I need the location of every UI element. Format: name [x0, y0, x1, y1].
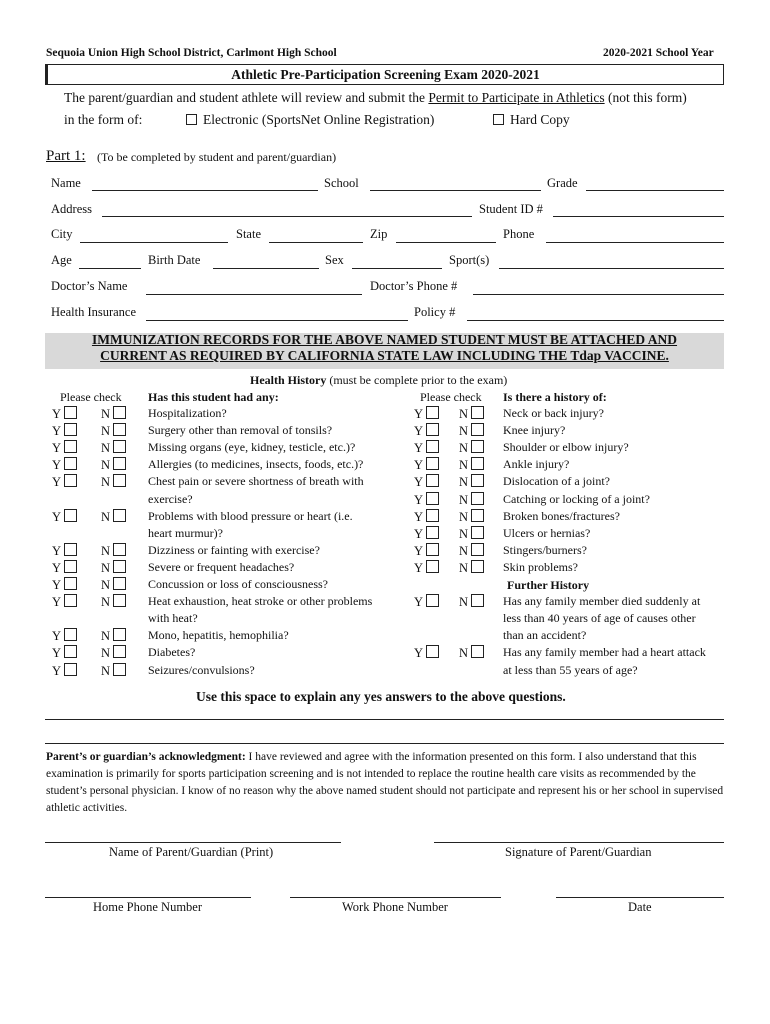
- left-no-option[interactable]: [101, 474, 126, 490]
- yes-label: Y: [414, 424, 424, 439]
- right-yes-option[interactable]: [414, 492, 439, 508]
- no-checkbox-icon[interactable]: [471, 560, 484, 573]
- health-question-left: Hospitalization?: [148, 406, 227, 420]
- no-checkbox-icon[interactable]: [471, 526, 484, 539]
- yes-label: Y: [414, 492, 424, 507]
- district-name: Sequoia Union High School District, Carlmont High School: [46, 47, 337, 59]
- yes-label: Y: [52, 407, 62, 421]
- health-question-left: Seizures/convulsions?: [148, 662, 255, 677]
- yes-label: Y: [52, 509, 62, 524]
- no-label: N: [101, 407, 111, 421]
- right-no-option[interactable]: [459, 440, 484, 456]
- no-label: N: [101, 595, 111, 610]
- explain-line-1[interactable]: [45, 719, 724, 720]
- right-yes-option[interactable]: [414, 474, 439, 490]
- label-grade: Grade: [547, 176, 578, 190]
- no-checkbox-icon[interactable]: [113, 406, 126, 419]
- left-yes-option[interactable]: [52, 543, 77, 559]
- no-checkbox-icon[interactable]: [113, 645, 126, 658]
- option-electronic-label: Electronic (SportsNet Online Registration): [203, 112, 435, 127]
- part1-label: Part 1:: [46, 148, 86, 164]
- label-zip: Zip: [370, 227, 388, 241]
- home-phone-label: Home Phone Number: [93, 900, 203, 914]
- label-policy: Policy #: [414, 305, 456, 319]
- parent-name-line[interactable]: [45, 842, 341, 843]
- left-no-option[interactable]: [101, 406, 126, 422]
- no-label: N: [101, 458, 111, 473]
- no-checkbox-icon[interactable]: [113, 594, 126, 607]
- no-checkbox-icon[interactable]: [113, 628, 126, 641]
- option-hard-copy-label: Hard Copy: [510, 112, 570, 127]
- yes-label: Y: [414, 458, 424, 473]
- no-checkbox-icon[interactable]: [113, 543, 126, 556]
- left-yes-option[interactable]: [52, 474, 77, 490]
- immunization-line-1: IMMUNIZATION RECORDS FOR THE ABOVE NAMED STUDENT MUST BE ATTACHED AND: [91, 332, 678, 347]
- no-label: N: [459, 407, 469, 421]
- health-question-right: Catching or locking of a joint?: [503, 491, 650, 506]
- intro-text: The parent/guardian and student athlete will review and submit the: [64, 90, 426, 105]
- grade-field[interactable]: [586, 190, 724, 191]
- address-field[interactable]: [102, 216, 472, 217]
- health-question-left: Allergies (to medicines, insects, foods, etc.)?: [148, 457, 364, 472]
- permit-link[interactable]: Permit to Participate in Athletics: [428, 90, 605, 105]
- yes-checkbox-icon[interactable]: [64, 440, 77, 453]
- yes-label: Y: [52, 663, 62, 678]
- city-field[interactable]: [80, 242, 228, 243]
- sports-field[interactable]: [499, 268, 724, 269]
- please-check-left: Please check: [60, 390, 122, 404]
- right-yes-option[interactable]: [414, 440, 439, 456]
- yes-checkbox-icon[interactable]: [64, 628, 77, 641]
- further-history-question: than an accident?: [503, 628, 587, 643]
- left-no-option[interactable]: [101, 594, 126, 610]
- no-label: N: [101, 424, 111, 439]
- yes-label: Y: [414, 526, 424, 541]
- form-title: Athletic Pre-Participation Screening Exam 2020-2021: [45, 64, 724, 85]
- no-label: N: [459, 458, 469, 473]
- age-field[interactable]: [79, 268, 141, 269]
- please-check-right: Please check: [420, 390, 482, 404]
- option-hard-copy[interactable]: [493, 112, 570, 128]
- no-checkbox-icon[interactable]: [471, 457, 484, 470]
- left-yes-option[interactable]: [52, 663, 77, 679]
- label-student-id: Student ID #: [479, 202, 543, 216]
- health-question-left: exercise?: [148, 491, 193, 506]
- no-checkbox-icon[interactable]: [113, 509, 126, 522]
- left-yes-option[interactable]: [52, 560, 77, 576]
- yes-label: Y: [414, 595, 424, 610]
- left-no-option[interactable]: [101, 509, 126, 525]
- no-label: N: [459, 646, 469, 661]
- option-electronic[interactable]: [186, 112, 434, 128]
- no-label: N: [459, 526, 469, 541]
- yes-label: Y: [414, 646, 424, 661]
- no-label: N: [101, 441, 111, 456]
- yes-label: Y: [414, 560, 424, 575]
- yes-checkbox-icon[interactable]: [64, 645, 77, 658]
- label-doctor-name: Doctor’s Name: [51, 279, 128, 293]
- health-question-left: with heat?: [148, 611, 198, 626]
- explain-prompt: Use this space to explain any yes answers to the above questions.: [196, 689, 566, 704]
- school-year: 2020-2021 School Year: [603, 47, 714, 59]
- left-yes-option[interactable]: [52, 628, 77, 644]
- health-question-left: Diabetes?: [148, 645, 196, 660]
- further-no-option[interactable]: [459, 594, 484, 610]
- health-question-right: Neck or back injury?: [503, 406, 604, 420]
- yes-checkbox-icon[interactable]: [426, 509, 439, 522]
- right-yes-option[interactable]: [414, 406, 439, 422]
- no-checkbox-icon[interactable]: [471, 594, 484, 607]
- health-question-right: Ulcers or hernias?: [503, 525, 591, 540]
- label-school: School: [324, 176, 359, 190]
- yes-checkbox-icon[interactable]: [64, 423, 77, 436]
- right-no-option[interactable]: [459, 560, 484, 576]
- further-no-option[interactable]: [459, 645, 484, 661]
- yes-checkbox-icon[interactable]: [64, 560, 77, 573]
- health-question-left: heart murmur)?: [148, 525, 223, 540]
- zip-field[interactable]: [396, 242, 496, 243]
- no-label: N: [101, 475, 111, 490]
- left-yes-option[interactable]: [52, 645, 77, 661]
- no-label: N: [101, 646, 111, 661]
- yes-checkbox-icon[interactable]: [64, 474, 77, 487]
- yes-label: Y: [414, 441, 424, 456]
- doctor-name-field[interactable]: [146, 294, 362, 295]
- health-question-left: Severe or frequent headaches?: [148, 559, 295, 574]
- yes-label: Y: [414, 543, 424, 558]
- yes-label: Y: [52, 595, 62, 610]
- yes-checkbox-icon[interactable]: [426, 474, 439, 487]
- further-history-question: Has any family member died suddenly at: [503, 594, 701, 609]
- health-question-right: Knee injury?: [503, 423, 566, 438]
- no-checkbox-icon[interactable]: [471, 406, 484, 419]
- checkbox-icon[interactable]: [186, 114, 197, 125]
- further-yes-option[interactable]: [414, 645, 439, 661]
- right-no-option[interactable]: [459, 474, 484, 490]
- yes-label: Y: [52, 560, 62, 575]
- label-health-insurance: Health Insurance: [51, 305, 137, 319]
- no-label: N: [459, 441, 469, 456]
- no-checkbox-icon[interactable]: [471, 509, 484, 522]
- state-field[interactable]: [269, 242, 363, 243]
- yes-checkbox-icon[interactable]: [426, 440, 439, 453]
- left-no-option[interactable]: [101, 457, 126, 473]
- yes-checkbox-icon[interactable]: [64, 406, 77, 419]
- yes-label: Y: [52, 475, 62, 490]
- policy-field[interactable]: [467, 320, 724, 321]
- health-question-right: Stingers/burners?: [503, 542, 587, 557]
- parent-name-label: Name of Parent/Guardian (Print): [109, 845, 274, 859]
- no-label: N: [101, 629, 111, 644]
- health-question-left: Chest pain or severe shortness of breath with: [148, 474, 364, 489]
- yes-label: Y: [52, 424, 62, 439]
- label-name: Name: [51, 176, 81, 190]
- no-checkbox-icon[interactable]: [113, 457, 126, 470]
- yes-label: Y: [52, 629, 62, 644]
- right-yes-option[interactable]: [414, 423, 439, 439]
- health-question-left: Surgery other than removal of tonsils?: [148, 423, 333, 438]
- acknowledgment-label: Parent’s or guardian’s acknowledgment:: [46, 751, 246, 763]
- right-yes-option[interactable]: [414, 560, 439, 576]
- further-history-heading: Further History: [507, 578, 590, 592]
- work-phone-line[interactable]: [290, 897, 501, 898]
- label-state: State: [236, 227, 261, 241]
- label-sports: Sport(s): [449, 253, 490, 267]
- left-no-option[interactable]: [101, 543, 126, 559]
- left-no-option[interactable]: [101, 663, 126, 679]
- left-yes-option[interactable]: [52, 457, 77, 473]
- right-yes-option[interactable]: [414, 526, 439, 542]
- label-birth-date: Birth Date: [148, 253, 201, 267]
- no-label: N: [459, 595, 469, 610]
- label-address: Address: [51, 202, 92, 216]
- intro-note: (not this form): [607, 90, 687, 105]
- left-no-option[interactable]: [101, 577, 126, 593]
- phone-field[interactable]: [546, 242, 724, 243]
- health-question-left: Missing organs (eye, kidney, testicle, etc.)?: [148, 440, 356, 455]
- immunization-line-2: CURRENT AS REQUIRED BY CALIFORNIA STATE LAW INCLUDING THE Tdap VACCINE.: [100, 348, 669, 363]
- yes-label: Y: [52, 441, 62, 456]
- no-checkbox-icon[interactable]: [471, 440, 484, 453]
- right-heading: Is there a history of:: [503, 390, 607, 404]
- right-no-option[interactable]: [459, 509, 484, 525]
- no-label: N: [459, 475, 469, 490]
- yes-label: Y: [52, 646, 62, 661]
- acknowledgment: [46, 749, 726, 817]
- yes-label: Y: [414, 407, 424, 421]
- right-yes-option[interactable]: [414, 509, 439, 525]
- right-no-option[interactable]: [459, 423, 484, 439]
- left-no-option[interactable]: [101, 423, 126, 439]
- no-checkbox-icon[interactable]: [471, 492, 484, 505]
- yes-checkbox-icon[interactable]: [426, 406, 439, 419]
- yes-checkbox-icon[interactable]: [64, 663, 77, 676]
- left-heading: Has this student had any:: [148, 390, 279, 404]
- name-field[interactable]: [92, 190, 318, 191]
- no-label: N: [459, 560, 469, 575]
- checkbox-icon[interactable]: [493, 114, 504, 125]
- no-checkbox-icon[interactable]: [471, 645, 484, 658]
- student-id-field[interactable]: [553, 216, 724, 217]
- no-label: N: [459, 509, 469, 524]
- no-checkbox-icon[interactable]: [113, 474, 126, 487]
- home-phone-line[interactable]: [45, 897, 251, 898]
- no-checkbox-icon[interactable]: [113, 663, 126, 676]
- no-label: N: [101, 509, 111, 524]
- parent-signature-label: Signature of Parent/Guardian: [505, 845, 652, 859]
- yes-checkbox-icon[interactable]: [64, 457, 77, 470]
- yes-checkbox-icon[interactable]: [64, 509, 77, 522]
- left-yes-option[interactable]: [52, 406, 77, 422]
- no-checkbox-icon[interactable]: [113, 560, 126, 573]
- explain-line-2[interactable]: [45, 743, 724, 744]
- right-no-option[interactable]: [459, 526, 484, 542]
- health-question-left: Dizziness or fainting with exercise?: [148, 542, 320, 557]
- date-line[interactable]: [556, 897, 724, 898]
- no-label: N: [101, 663, 111, 678]
- date-label: Date: [628, 900, 652, 914]
- health-question-right: Ankle injury?: [503, 457, 570, 472]
- work-phone-label: Work Phone Number: [342, 900, 448, 914]
- further-history-question: Has any family member had a heart attack: [503, 645, 706, 660]
- yes-label: Y: [52, 458, 62, 473]
- no-checkbox-icon[interactable]: [113, 577, 126, 590]
- left-no-option[interactable]: [101, 440, 126, 456]
- no-checkbox-icon[interactable]: [113, 440, 126, 453]
- acknowledgment-text: I have reviewed and agree with the information presented on this form. I also understand that this examination is primarily for sports participation screening and is not intended to replace the routine health care visits as recommended by the student’s personal physician. I know of no reason why the above named student should not participate and represent his or her school in supervised athletic activities.: [46, 751, 724, 814]
- right-yes-option[interactable]: [414, 457, 439, 473]
- left-yes-option[interactable]: [52, 423, 77, 439]
- no-checkbox-icon[interactable]: [471, 543, 484, 556]
- yes-label: Y: [414, 475, 424, 490]
- yes-label: Y: [414, 509, 424, 524]
- health-insurance-field[interactable]: [146, 320, 408, 321]
- right-no-option[interactable]: [459, 492, 484, 508]
- yes-label: Y: [52, 543, 62, 558]
- right-no-option[interactable]: [459, 543, 484, 559]
- yes-checkbox-icon[interactable]: [426, 560, 439, 573]
- health-question-right: Skin problems?: [503, 559, 578, 574]
- left-no-option[interactable]: [101, 560, 126, 576]
- no-label: N: [101, 543, 111, 558]
- yes-checkbox-icon[interactable]: [426, 457, 439, 470]
- birth-date-field[interactable]: [213, 268, 319, 269]
- health-question-left: Problems with blood pressure or heart (i.e.: [148, 508, 353, 523]
- health-question-right: Shoulder or elbow injury?: [503, 440, 629, 455]
- no-label: N: [101, 578, 111, 592]
- further-yes-option[interactable]: [414, 594, 439, 610]
- yes-checkbox-icon[interactable]: [426, 645, 439, 658]
- intro-line-2-label: in the form of:: [64, 112, 143, 127]
- intro-line-1: [64, 90, 687, 106]
- sex-field[interactable]: [352, 268, 442, 269]
- health-question-left: Concussion or loss of consciousness?: [148, 577, 328, 591]
- yes-checkbox-icon[interactable]: [64, 594, 77, 607]
- doctor-phone-field[interactable]: [473, 294, 724, 295]
- yes-label: Y: [52, 578, 62, 592]
- health-question-left: Heat exhaustion, heat stroke or other problems: [148, 594, 373, 609]
- right-no-option[interactable]: [459, 406, 484, 422]
- label-doctor-phone: Doctor’s Phone #: [370, 279, 458, 293]
- yes-checkbox-icon[interactable]: [426, 594, 439, 607]
- health-question-right: Broken bones/fractures?: [503, 508, 620, 523]
- label-sex: Sex: [325, 253, 344, 267]
- left-yes-option[interactable]: [52, 509, 77, 525]
- label-city: City: [51, 227, 73, 241]
- part1-note: (To be completed by student and parent/guardian): [97, 150, 337, 164]
- yes-checkbox-icon[interactable]: [426, 543, 439, 556]
- label-age: Age: [51, 253, 72, 267]
- left-yes-option[interactable]: [52, 440, 77, 456]
- no-label: N: [101, 560, 111, 575]
- no-checkbox-icon[interactable]: [471, 474, 484, 487]
- yes-checkbox-icon[interactable]: [426, 423, 439, 436]
- no-checkbox-icon[interactable]: [113, 423, 126, 436]
- right-no-option[interactable]: [459, 457, 484, 473]
- yes-checkbox-icon[interactable]: [426, 526, 439, 539]
- no-checkbox-icon[interactable]: [471, 423, 484, 436]
- left-no-option[interactable]: [101, 628, 126, 644]
- right-yes-option[interactable]: [414, 543, 439, 559]
- no-label: N: [459, 492, 469, 507]
- health-question-left: Mono, hepatitis, hemophilia?: [148, 628, 289, 643]
- yes-checkbox-icon[interactable]: [64, 543, 77, 556]
- health-history-heading: Health History: [250, 373, 327, 387]
- left-yes-option[interactable]: [52, 577, 77, 593]
- health-history-note: (must be complete prior to the exam): [329, 373, 508, 387]
- no-label: N: [459, 424, 469, 439]
- left-yes-option[interactable]: [52, 594, 77, 610]
- parent-signature-line[interactable]: [434, 842, 724, 843]
- no-label: N: [459, 543, 469, 558]
- further-history-question: less than 40 years of age of causes other: [503, 611, 696, 626]
- school-field[interactable]: [370, 190, 541, 191]
- label-phone: Phone: [503, 227, 535, 241]
- health-question-right: Dislocation of a joint?: [503, 474, 610, 489]
- health-history-title: [250, 373, 507, 388]
- left-no-option[interactable]: [101, 645, 126, 661]
- further-history-question: at less than 55 years of age?: [503, 662, 638, 677]
- yes-checkbox-icon[interactable]: [426, 492, 439, 505]
- yes-checkbox-icon[interactable]: [64, 577, 77, 590]
